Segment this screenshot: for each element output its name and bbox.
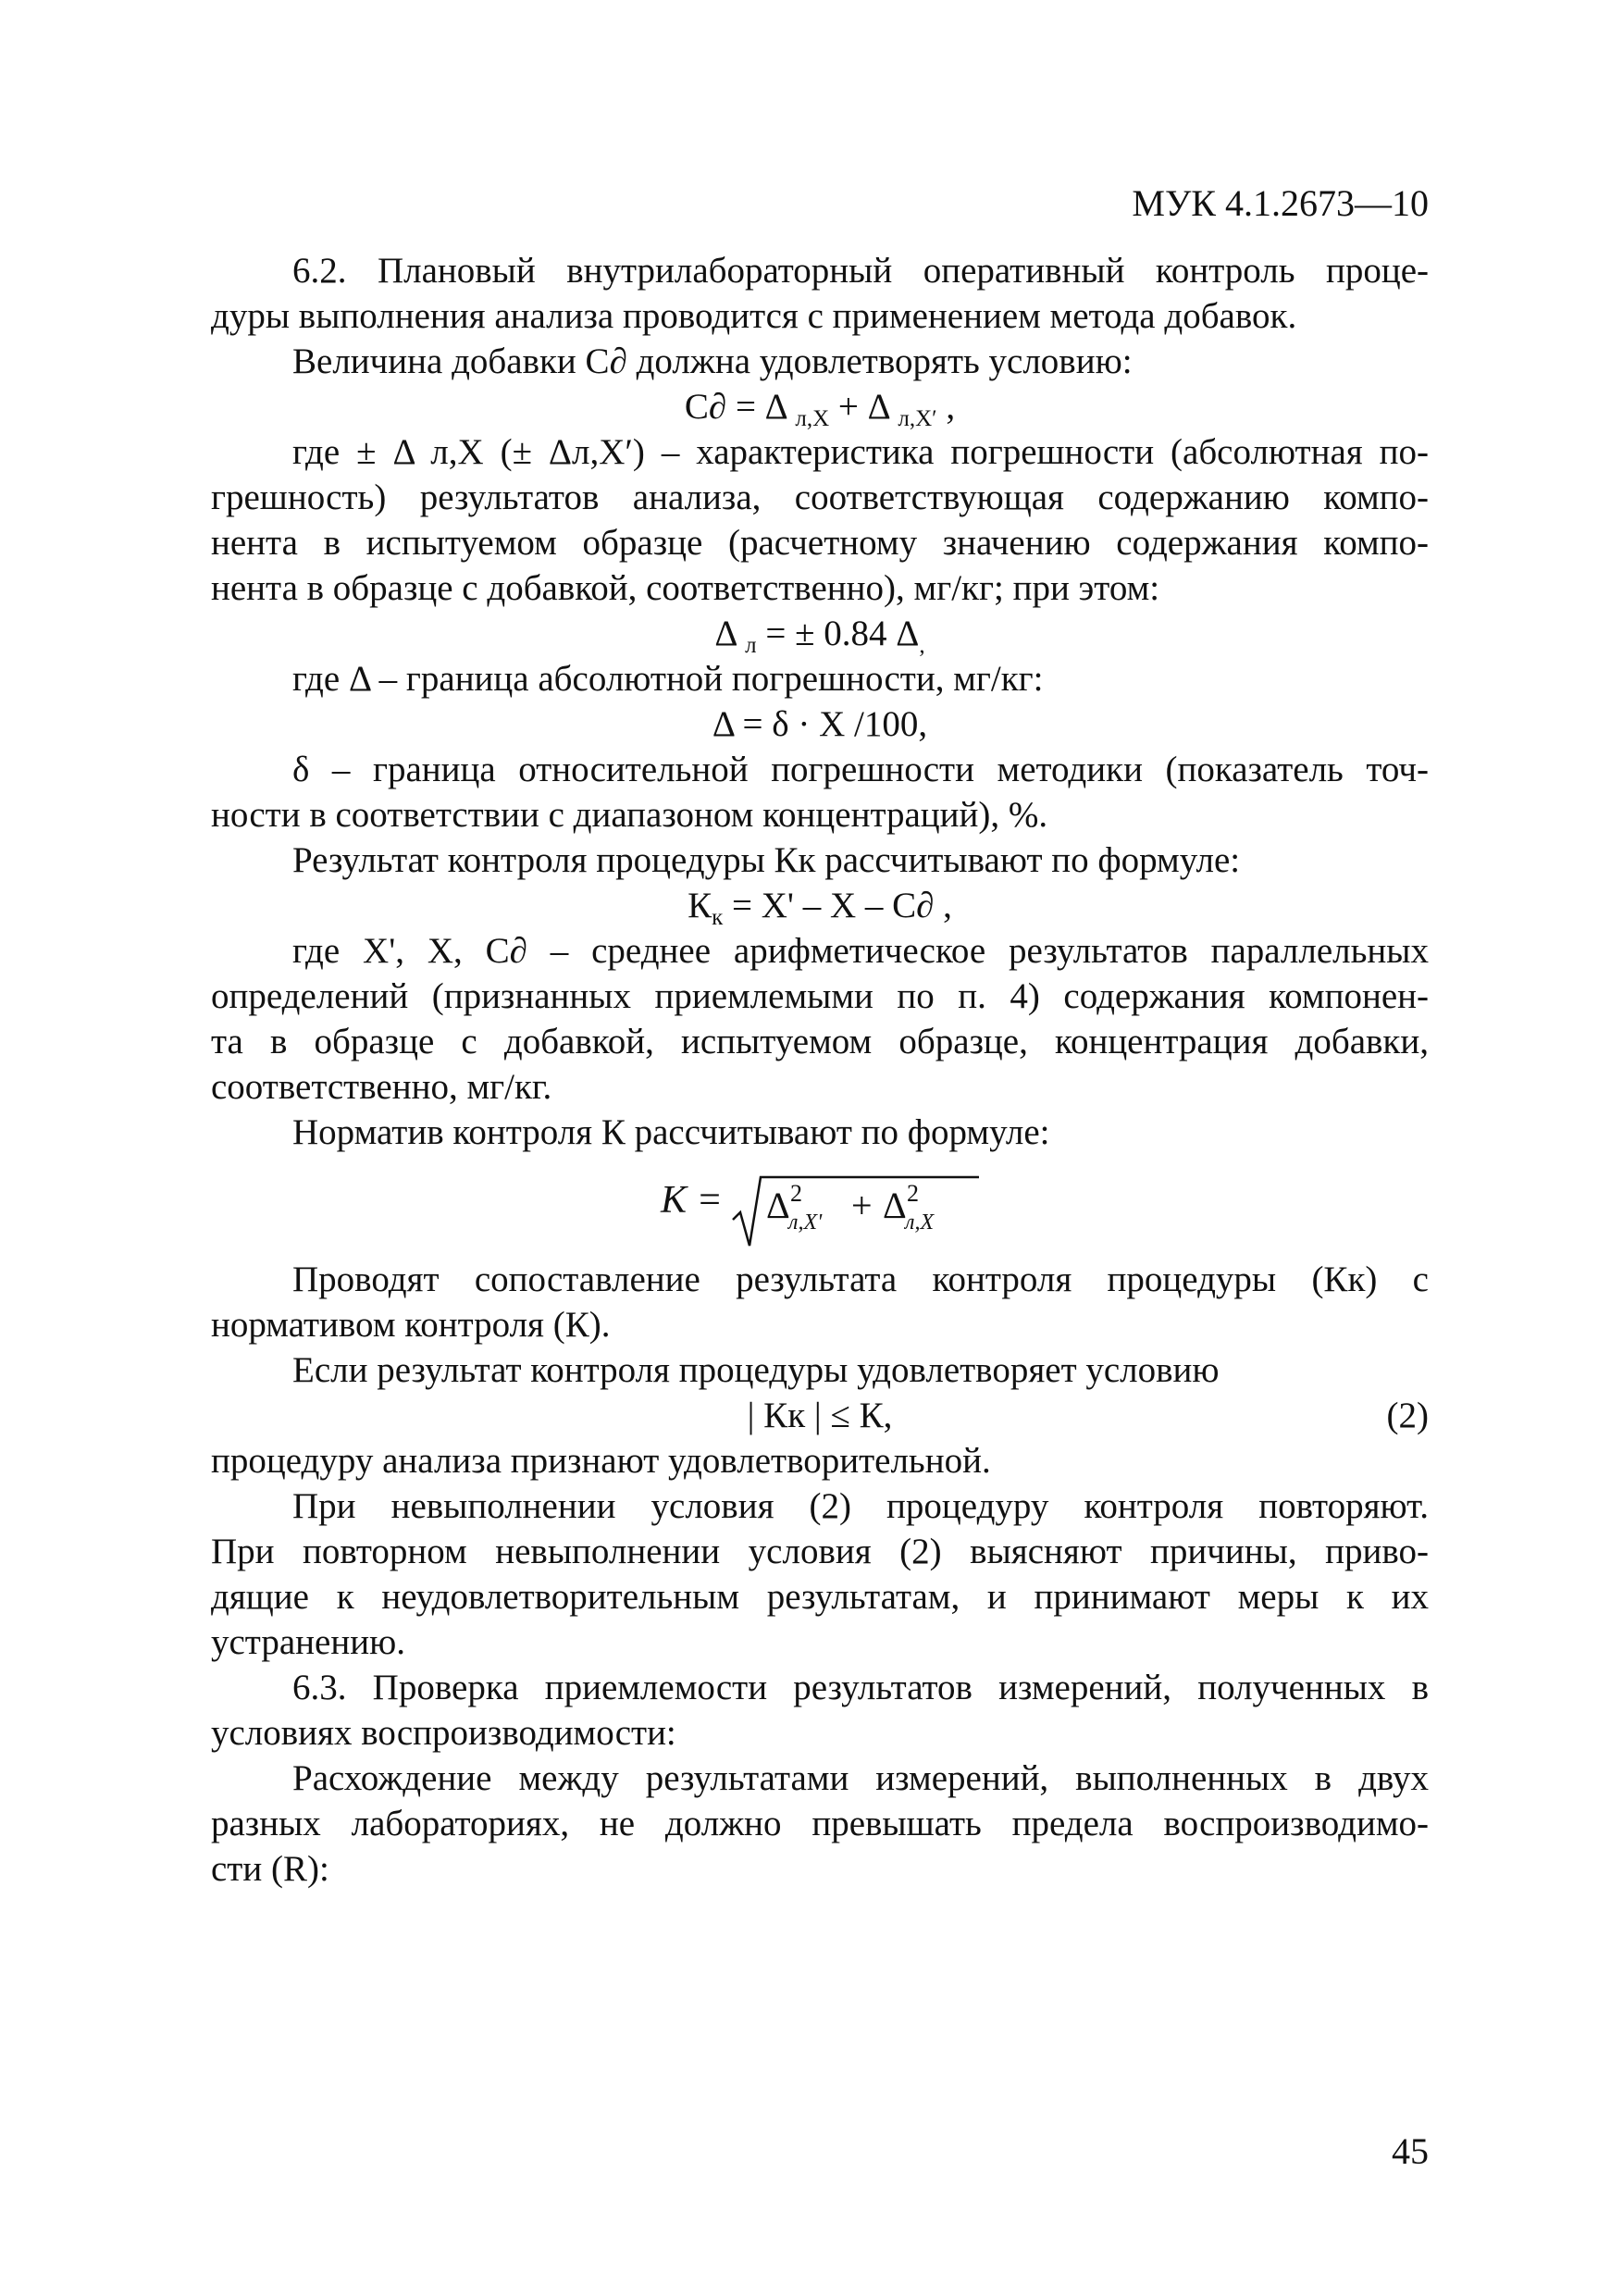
para-procedure-accepted: процедуру анализа признают удовлетворительной. — [211, 1441, 991, 1481]
formula-additive-tail: , — [946, 387, 956, 427]
para-kk-where-line1: где X', X, С∂ – среднее арифметическое результатов параллельных — [292, 931, 1429, 971]
formula-delta-l — [211, 611, 1429, 656]
formula-k-term2-sub: л,X — [905, 1210, 935, 1235]
para-repeat-line4: устранению. — [211, 1622, 405, 1662]
formula-additive — [211, 384, 1429, 429]
para-discrepancy-line3: сти (R): — [211, 1849, 329, 1889]
formula-delta: Δ = δ · X /100, — [712, 704, 928, 744]
formula-delta-l-lhs: Δ — [714, 614, 737, 653]
formula-kk — [211, 883, 1429, 928]
para-6-3-line2: условиях воспроизводимости: — [211, 1713, 676, 1753]
para-where-line3: нента в испытуемом образце (расчетному значению содержания компо- — [211, 523, 1429, 563]
para-repeat-line2: При повторном невыполнении условия (2) выясняют причины, приво- — [211, 1532, 1429, 1571]
formula-delta-l-sub: л — [745, 633, 757, 658]
formula-kk-rhs: = X' – X – С∂ , — [723, 886, 952, 925]
para-6-2-line2: дуры выполнения анализа проводится с применением метода добавок. — [211, 296, 1297, 336]
formula-kk-sub: к — [712, 905, 724, 930]
formula-k-term1-sup: 2 — [790, 1180, 802, 1207]
formula-k-term2-sup: 2 — [907, 1180, 919, 1207]
para-compare-line1: Проводят сопоставление результата контроля процедуры (Кк) с — [292, 1260, 1429, 1299]
formula-delta-l-tail: , — [919, 633, 925, 658]
para-delta-rel-line1: δ – граница относительной погрешности методики (показатель точ- — [292, 750, 1429, 789]
para-k-norm-intro: Норматив контроля К рассчитывают по формуле: — [292, 1112, 1050, 1152]
para-6-2-line1: 6.2. Плановый внутрилабораторный оперативный контроль проце- — [292, 251, 1429, 291]
para-6-3-line1: 6.3. Проверка приемлемости результатов измерений, полученных в — [292, 1668, 1429, 1707]
equation-number: (2) — [1386, 1396, 1429, 1435]
para-repeat-line3: дящие к неудовлетворительным результатам, и принимают меры к их — [211, 1577, 1429, 1617]
formula-kk-lhs: К — [688, 886, 712, 925]
formula-condition-2 — [211, 1393, 1429, 1438]
formula-k-norm-svg — [653, 1155, 986, 1257]
formula-delta-l-rhs: = ± 0.84 Δ — [765, 614, 920, 653]
formula-k-term1-sub: л,X' — [788, 1210, 823, 1235]
para-delta-rel-line2: ности в соответствии с диапазоном концентраций), %. — [211, 795, 1048, 835]
document-code-header: МУК 4.1.2673—10 — [1132, 182, 1429, 224]
formula-additive-sub1: л,X — [795, 406, 830, 431]
formula-k-lhs: K = — [661, 1179, 723, 1222]
formula-k-term1-base: Δ — [766, 1185, 790, 1226]
para-discrepancy-line2: разных лабораториях, не должно превышать предела воспроизводимо- — [211, 1804, 1429, 1843]
formula-additive-lhs: С∂ = Δ — [684, 387, 787, 427]
para-kk-where-line2: определений (признанных приемлемыми по п. 4) содержания компонен- — [211, 976, 1429, 1016]
document-page — [211, 176, 1429, 2175]
formula-condition-2-text: | Кк | ≤ К, — [747, 1396, 893, 1435]
para-discrepancy-line1: Расхождение между результатами измерений, выполненных в двух — [292, 1758, 1429, 1798]
formula-additive-mid: + Δ — [837, 387, 889, 427]
para-kk-formula-intro: Результат контроля процедуры Кк рассчитывают по формуле: — [292, 840, 1241, 880]
formula-k-term2-base: Δ — [883, 1185, 907, 1226]
para-where-line2: грешность) результатов анализа, соответствующая содержанию компо- — [211, 478, 1429, 517]
para-if-condition: Если результат контроля процедуры удовлетворяет условию — [292, 1350, 1220, 1390]
para-where-line4: нента в образце с добавкой, соответственно), мг/кг; при этом: — [211, 568, 1160, 608]
para-where-line1: где ± Δ л,Х (± Δл,Х′) – характеристика погрешности (абсолютная по- — [292, 432, 1429, 472]
para-kk-where-line3: та в образце с добавкой, испытуемом образце, концентрация добавки, — [211, 1022, 1429, 1061]
para-repeat-line1: При невыполнении условия (2) процедуру контроля повторяют. — [292, 1486, 1429, 1526]
para-additive-condition: Величина добавки С∂ должна удовлетворять условию: — [292, 341, 1133, 381]
formula-k-plus: + — [851, 1185, 873, 1226]
formula-k-norm — [211, 1155, 1429, 1257]
formula-additive-sub2: л,X′ — [898, 406, 937, 431]
para-compare-line2: нормативом контроля (К). — [211, 1305, 611, 1345]
para-delta-definition: где Δ – граница абсолютной погрешности, мг/кг: — [292, 659, 1044, 699]
page-number: 45 — [1392, 2130, 1429, 2172]
para-kk-where-line4: соответственно, мг/кг. — [211, 1067, 552, 1107]
